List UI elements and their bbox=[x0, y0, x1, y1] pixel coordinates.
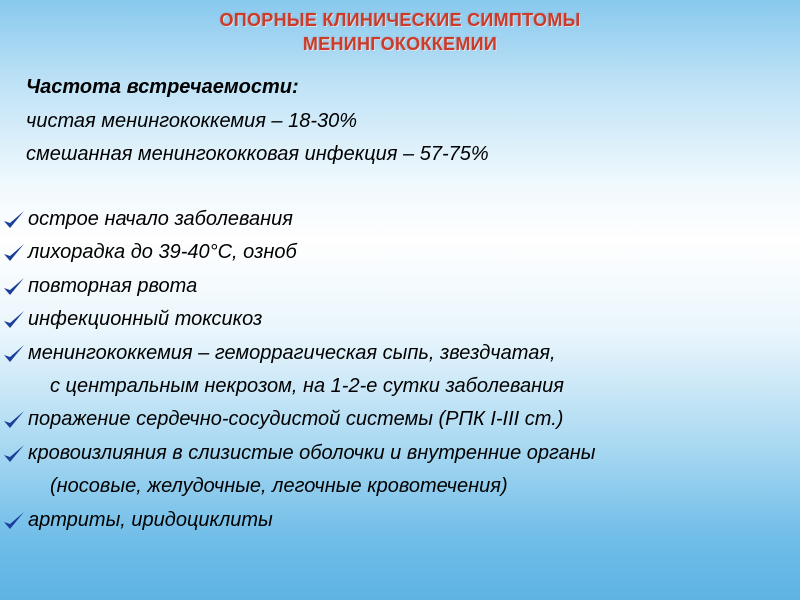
symptom-item-continuation: (носовые, желудочные, легочные кровотечения) bbox=[50, 475, 508, 497]
symptom-item: повторная рвота bbox=[28, 275, 198, 297]
checkmark-icon bbox=[2, 409, 26, 431]
checkmark-icon bbox=[2, 510, 26, 532]
symptom-item: острое начало заболевания bbox=[28, 208, 293, 230]
frequency-heading: Частота встречаемости: bbox=[26, 76, 299, 98]
symptom-item: лихорадка до 39-40°С, озноб bbox=[28, 241, 297, 263]
symptom-item: поражение сердечно-сосудистой системы (РПК I-III ст.) bbox=[28, 408, 564, 430]
slide-title-line-2: МЕНИНГОКОККЕМИИ bbox=[302, 34, 498, 54]
checkmark-icon bbox=[2, 343, 26, 365]
symptom-item: артриты, иридоциклиты bbox=[28, 509, 273, 531]
symptom-item: менингококкемия – геморрагическая сыпь, звездчатая, bbox=[28, 342, 556, 364]
symptom-item-continuation: с центральным некрозом, на 1-2-е сутки заболевания bbox=[50, 375, 564, 397]
slide-title-line-1: ОПОРНЫЕ КЛИНИЧЕСКИЕ СИМПТОМЫ bbox=[219, 10, 581, 30]
symptom-item: инфекционный токсикоз bbox=[28, 308, 263, 330]
frequency-mixed: смешанная менингококковая инфекция – 57-75% bbox=[26, 143, 489, 165]
checkmark-icon bbox=[2, 443, 26, 465]
frequency-pure: чистая менингококкемия – 18-30% bbox=[26, 110, 358, 132]
checkmark-icon bbox=[2, 309, 26, 331]
checkmark-icon bbox=[2, 242, 26, 264]
checkmark-icon bbox=[2, 276, 26, 298]
checkmark-icon bbox=[2, 209, 26, 231]
symptom-item: кровоизлияния в слизистые оболочки и внутренние органы bbox=[28, 442, 596, 464]
